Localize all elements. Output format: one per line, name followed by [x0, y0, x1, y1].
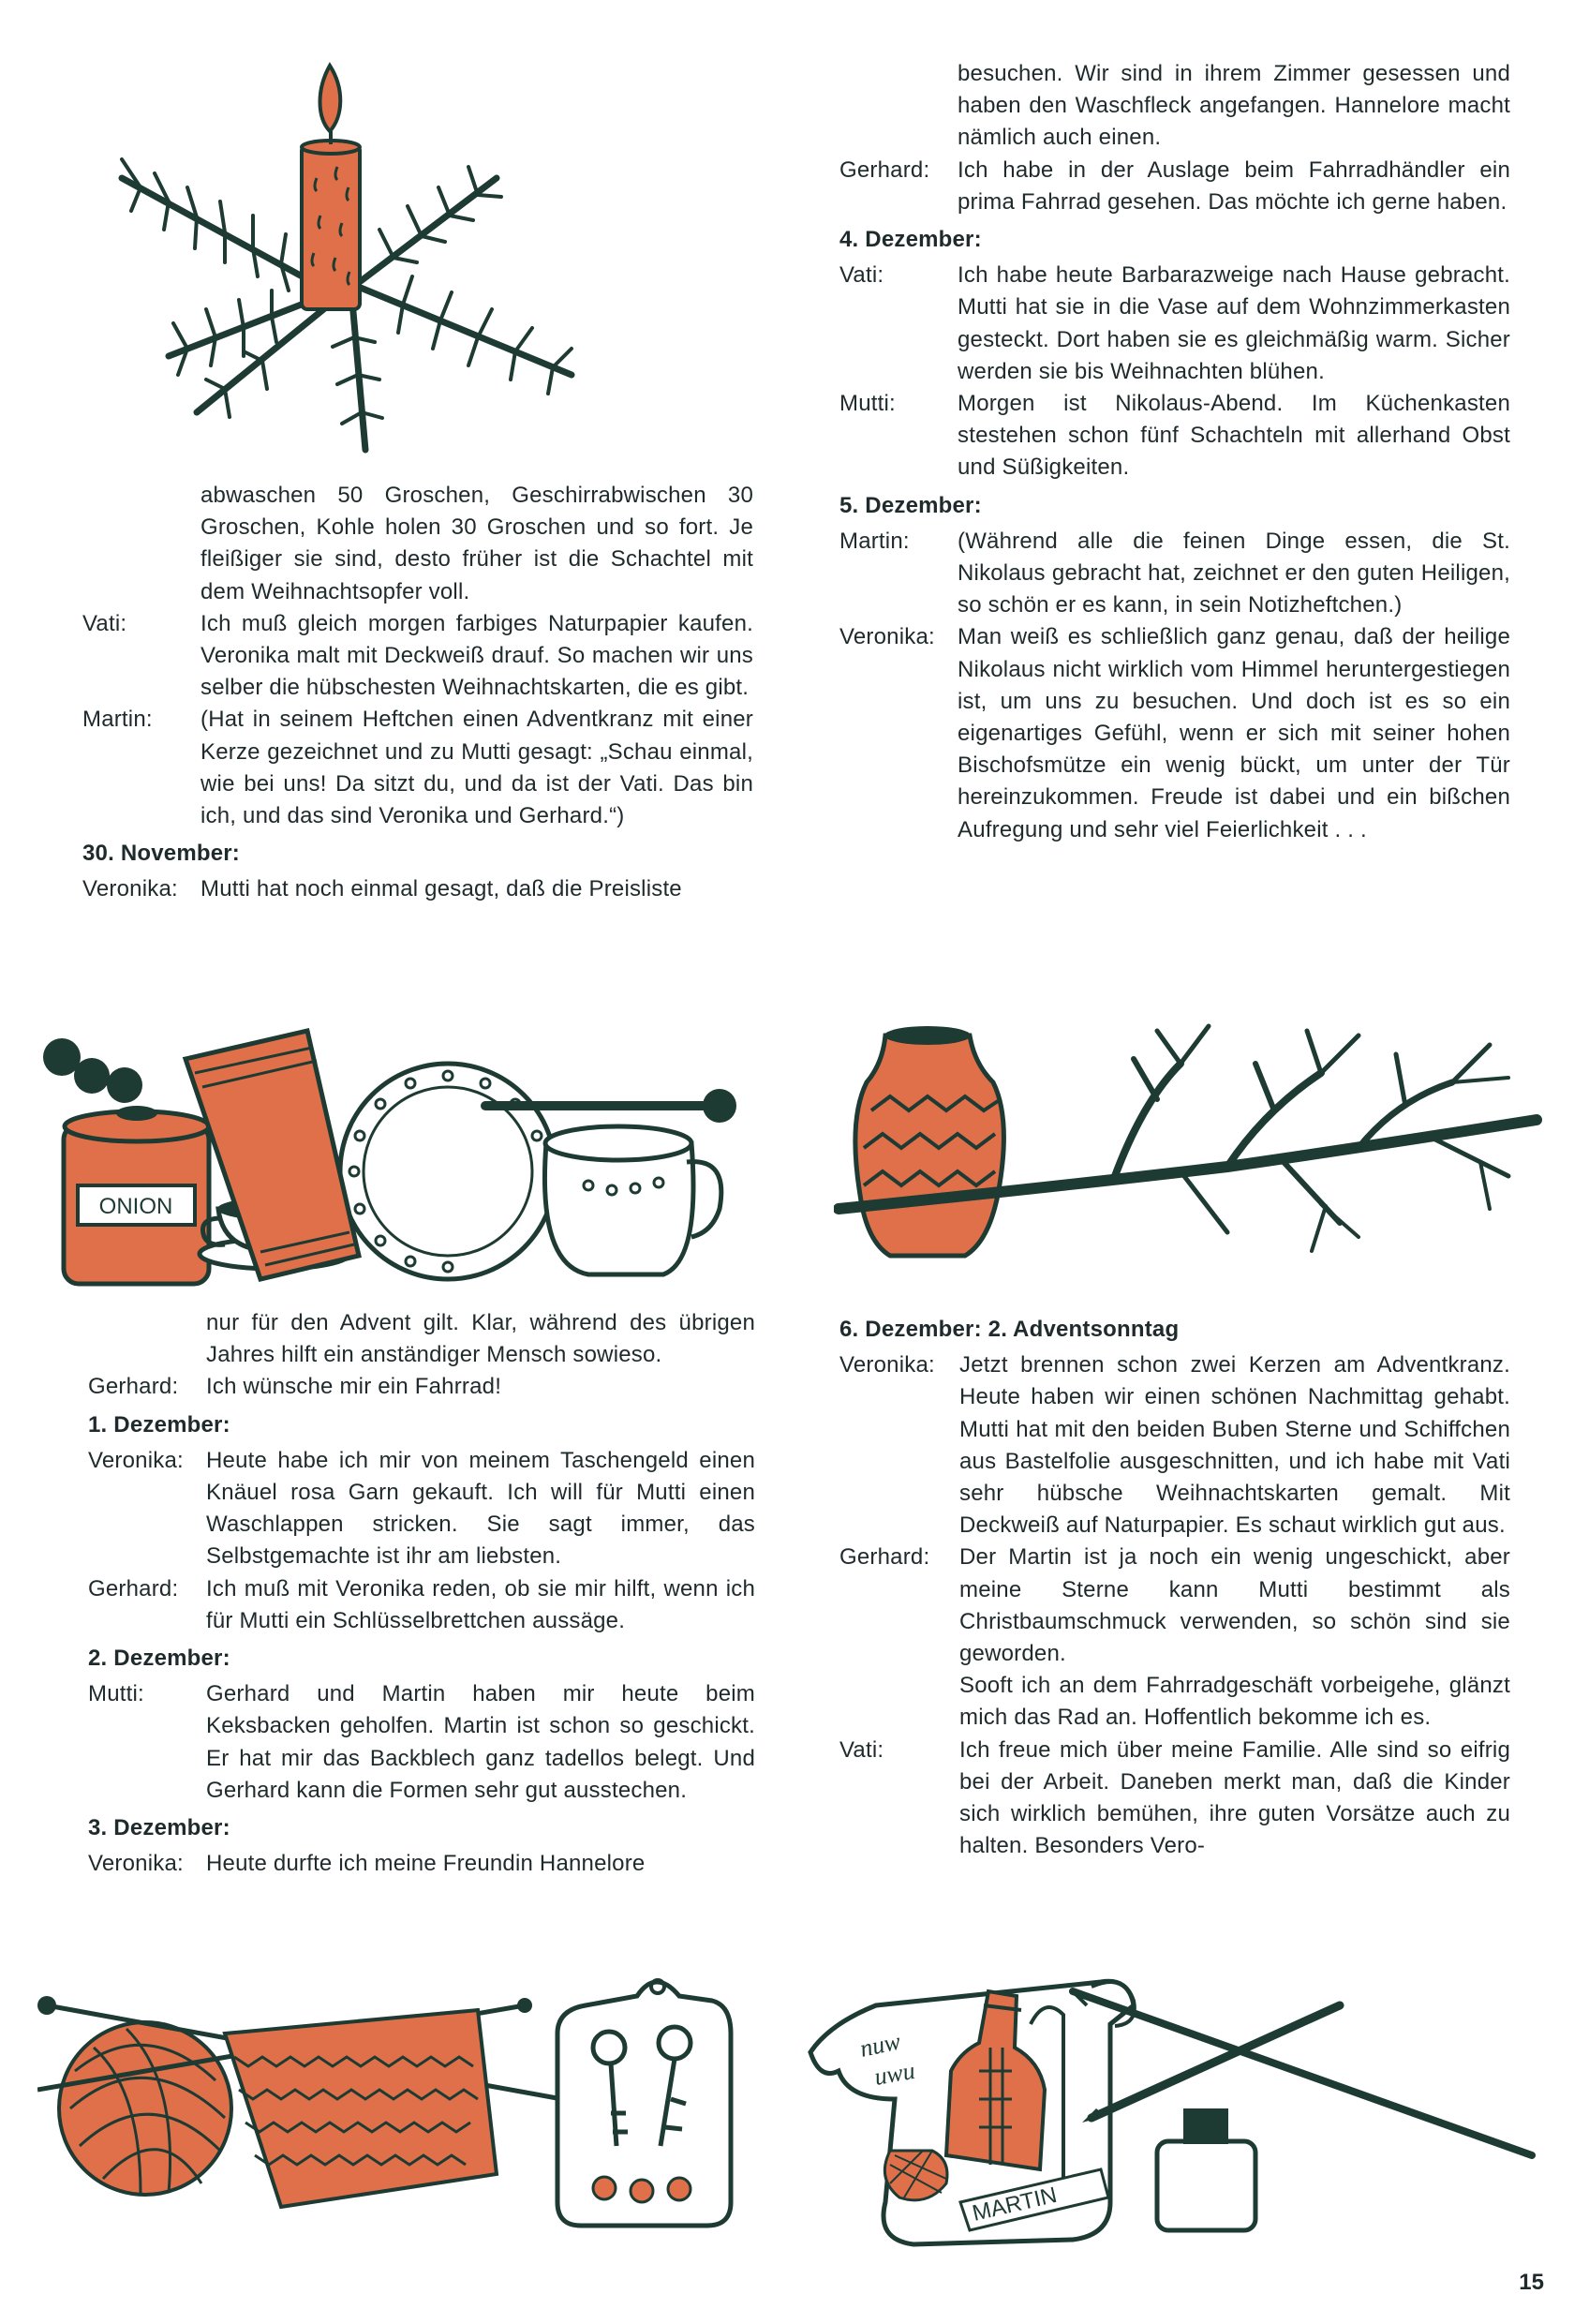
speech-text: Man weiß es schließlich ganz genau, daß der heilige Nikolaus nicht wirklich vom Himmel heruntergestiegen ist, um uns zu besuchen. Und doch ist es so ein eigenartiges Gefühl, wenn er sich mit seiner hohen Bischofsmütze ein wenig bückt, um unter der Tür hereinzukommen. Freude ist dabei und ein bißchen Aufregung und sehr viel Feierlichkeit . . .: [958, 624, 1510, 842]
speaker-label: Veronika:: [839, 624, 935, 650]
dialogue-entry: [88, 1573, 755, 1637]
date-heading: 4. Dezember:: [839, 227, 982, 253]
dialogue-entry: [839, 1735, 1510, 1863]
date-heading: 30. November:: [82, 841, 240, 867]
lead-text: abwaschen 50 Groschen, Geschirrabwischen 30 Groschen, Kohle holen 30 Groschen und so fort. Je fleißiger sie sind, desto früher ist die Schachtel mit dem Weihnachtsopfer voll.: [200, 483, 753, 604]
column-top-right: [839, 58, 1510, 846]
speech-text: (Hat in seinem Heftchen einen Adventkranz mit einer Kerze gezeichnet und zu Mutti gesagt: „Schau einmal, wie bei uns! Da sitzt du, und da ist der Vati. Das bin ich, und das sind Veronika und Gerhard.“): [200, 707, 753, 829]
speech-text: Ich muß mit Veronika reden, ob sie mir hilft, wenn ich für Mutti ein Schlüsselbrettchen aussäge.: [206, 1575, 755, 1633]
lead-text: nur für den Advent gilt. Klar, während des übrigen Jahres hilft ein anständiger Mensch sowieso.: [206, 1310, 755, 1368]
dialogue-entry: [839, 388, 1510, 484]
speaker-label: Mutti:: [839, 391, 896, 417]
speaker-label: Veronika:: [82, 876, 178, 902]
speaker-label: Veronika:: [839, 1352, 935, 1378]
speaker-label: Veronika:: [88, 1447, 184, 1473]
dialogue-entry: [839, 1542, 1510, 1670]
dialogue-entry: [88, 1371, 755, 1403]
dialogue-entry: [82, 704, 753, 832]
speech-text: Jetzt brennen schon zwei Kerzen am Adventkranz. Heute haben wir einen schönen Nachmittag gehabt. Mutti hat mit den beiden Buben Sterne und Schiffchen aus Bastelfolie ausgeschnitten, und ich habe mit Vati sehr hübsche Weihnachtskarten gemalt. Mit Deckweiß auf Naturpapier. Es schaut wirklich gut aus.: [959, 1352, 1510, 1539]
speech-text: Gerhard und Martin haben mir heute beim Keksbacken geholfen. Martin ist schon so geschickt. Er hat mir das Backblech ganz tadellos belegt. Und Gerhard kann die Formen sehr gut ausstechen.: [206, 1681, 755, 1803]
candle-fir-illustration: [84, 56, 590, 459]
speaker-label: Vati:: [839, 1736, 884, 1763]
speech-text: Der Martin ist ja noch ein wenig ungeschickt, aber meine Sterne kann Mutti bestimmt als Christbaumschmuck verwenden, so schön sind sie geworden.: [959, 1544, 1510, 1667]
dialogue-entry: [88, 1678, 755, 1807]
speaker-label: Gerhard:: [839, 156, 930, 183]
speaker-label: Veronika:: [88, 1851, 184, 1877]
dialogue-entry: [88, 1848, 755, 1880]
speech-text: Morgen ist Nikolaus-Abend. Im Küchenkasten stestehen schon fünf Schachteln mit allerhand Obst und Süßigkeiten.: [958, 391, 1510, 481]
dialogue-entry: [839, 1349, 1510, 1542]
speaker-label: Martin:: [82, 707, 153, 733]
speech-text: Mutti hat noch einmal gesagt, daß die Preisliste: [200, 876, 682, 902]
speaker-label: Vati:: [839, 262, 884, 289]
kitchen-still-life-illustration: [26, 1021, 738, 1293]
dialogue-entry: [839, 526, 1510, 622]
speech-text: Heute durfte ich meine Freundin Hannelore: [206, 1851, 646, 1877]
speech-text-continued: Sooft ich an dem Fahrradgeschäft vorbeigehe, glänzt mich das Rad an. Hoffentlich bekomme ich es.: [959, 1673, 1510, 1731]
speech-text: Ich habe in der Auslage beim Fahrradhändler ein prima Fahrrad gesehen. Das möchte ich gerne haben.: [958, 156, 1510, 215]
vase-branch-illustration: [834, 1007, 1546, 1270]
lead-text: besuchen. Wir sind in ihrem Zimmer gesessen und haben den Waschfleck angefangen. Hannelore macht nämlich auch einen.: [958, 61, 1510, 151]
nikolaus-drawing-illustration: [792, 1959, 1541, 2249]
dialogue-entry: [82, 873, 753, 905]
dialogue-entry: [88, 1445, 755, 1573]
speech-text: Heute habe ich mir von meinem Taschengeld einen Knäuel rosa Garn gekauft. Ich will für Mutti einen Waschlappen stricken. Sie sagt immer, das Selbstgemachte ist ihr am liebsten.: [206, 1447, 755, 1570]
speech-text: Ich muß gleich morgen farbiges Naturpapier kaufen. Veronika malt mit Deckweiß drauf. So machen wir uns selber die hübschesten Weihnachtskarten, die es gibt.: [200, 610, 753, 701]
dialogue-entry: [82, 608, 753, 705]
speech-text: (Während alle die feinen Dinge essen, die St. Nikolaus gebracht hat, zeichnet er den guten Heiligen, so schön er es kann, in sein Notizheftchen.): [958, 528, 1510, 618]
speaker-label: Gerhard:: [88, 1575, 179, 1601]
date-heading: 3. Dezember:: [88, 1815, 230, 1841]
speaker-label: Mutti:: [88, 1681, 144, 1707]
speech-text: Ich freue mich über meine Familie. Alle sind so eifrig bei der Arbeit. Daneben merkt man, daß die Kinder sich wirklich bemühen, ihre guten Vorsätze auch zu halten. Besonders Vero-: [959, 1736, 1510, 1859]
speaker-label: Gerhard:: [839, 1544, 930, 1571]
speaker-label: Martin:: [839, 528, 910, 554]
date-heading: 2. Dezember:: [88, 1646, 230, 1672]
column-top-left: [82, 480, 753, 906]
page-number: 15: [1519, 2270, 1544, 2295]
column-bottom-left: [88, 1307, 755, 1880]
column-bottom-right: [839, 1314, 1510, 1862]
dialogue-entry: [839, 155, 1510, 218]
speaker-label: Gerhard:: [88, 1374, 179, 1400]
knitting-keyboard-illustration: [37, 1959, 750, 2230]
dialogue-entry: [839, 621, 1510, 845]
scroll-scribble-2: uwu: [872, 2056, 917, 2091]
date-heading: 5. Dezember:: [839, 492, 982, 518]
date-heading: 1. Dezember:: [88, 1411, 230, 1438]
jar-label: ONION: [98, 1194, 173, 1219]
speaker-label: Vati:: [82, 610, 127, 636]
date-heading: 6. Dezember: 2. Adventsonntag: [839, 1317, 1180, 1342]
speech-text: Ich habe heute Barbarazweige nach Hause gebracht. Mutti hat sie in die Vase auf dem Wohnzimmerkasten gesteckt. Dort haben sie es gleichmäßig warm. Sicher werden sie bis Weihnachten blühen.: [958, 262, 1510, 384]
scroll-scribble-1: nuw: [857, 2027, 903, 2063]
speech-text: Ich wünsche mir ein Fahrrad!: [206, 1374, 502, 1400]
martin-name-label: MARTIN: [970, 2182, 1060, 2227]
dialogue-entry: [839, 260, 1510, 388]
